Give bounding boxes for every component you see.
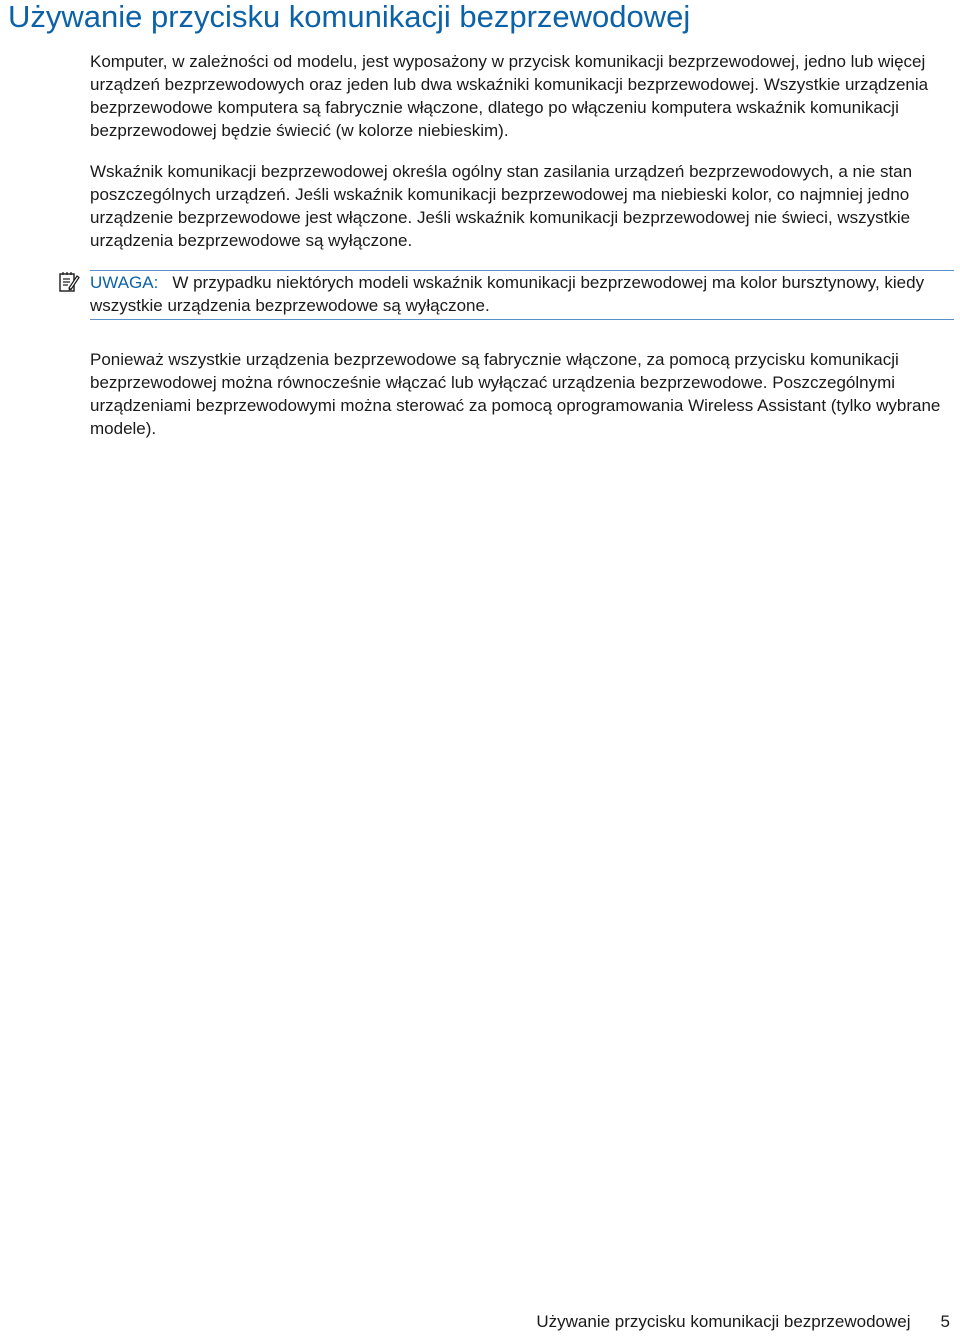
page-title: Używanie przycisku komunikacji bezprzewodowej [8,0,691,34]
paragraph-intro: Komputer, w zależności od modelu, jest wyposażony w przycisk komunikacji bezprzewodowej, jedno lub więcej urządzeń bezprzewodowych oraz jeden lub dwa wskaźniki komunikacji bezprzewodowej. Wszystkie urządzenia bezprzewodowe komputera są fabrycznie włączone, dlatego po włączeniu komputera wskaźnik komunikacji bezprzewodowej będzie świecić (w kolorze niebieskim). [90,52,929,140]
document-body [90,50,956,458]
note-box [90,270,954,320]
page-footer [536,1311,950,1333]
note-pencil-icon [58,271,80,293]
note-text: W przypadku niektórych modeli wskaźnik komunikacji bezprzewodowej ma kolor bursztynowy, kiedy wszystkie urządzenia bezprzewodowe są wyłączone. [90,273,925,315]
note-label: UWAGA: [90,273,159,292]
paragraph-factory-enabled: Ponieważ wszystkie urządzenia bezprzewodowe są fabrycznie włączone, za pomocą przycisku komunikacji bezprzewodowej można równocześnie włączać lub wyłączać urządzenia bezprzewodowe. Poszczególnymi urządzeniami bezprzewodowymi można sterować za pomocą oprogramowania Wireless Assistant (tylko wybrane modele). [90,350,941,438]
footer-section-title: Używanie przycisku komunikacji bezprzewodowej [536,1312,911,1331]
page-number: 5 [940,1312,950,1331]
paragraph-indicator: Wskaźnik komunikacji bezprzewodowej określa ogólny stan zasilania urządzeń bezprzewodowych, a nie stan poszczególnych urządzeń. Jeśli wskaźnik komunikacji bezprzewodowej ma niebieski kolor, co najmniej jedno urządzenie bezprzewodowe jest włączone. Jeśli wskaźnik komunikacji bezprzewodowej nie świeci, wszystkie urządzenia bezprzewodowe są wyłączone. [90,162,913,250]
